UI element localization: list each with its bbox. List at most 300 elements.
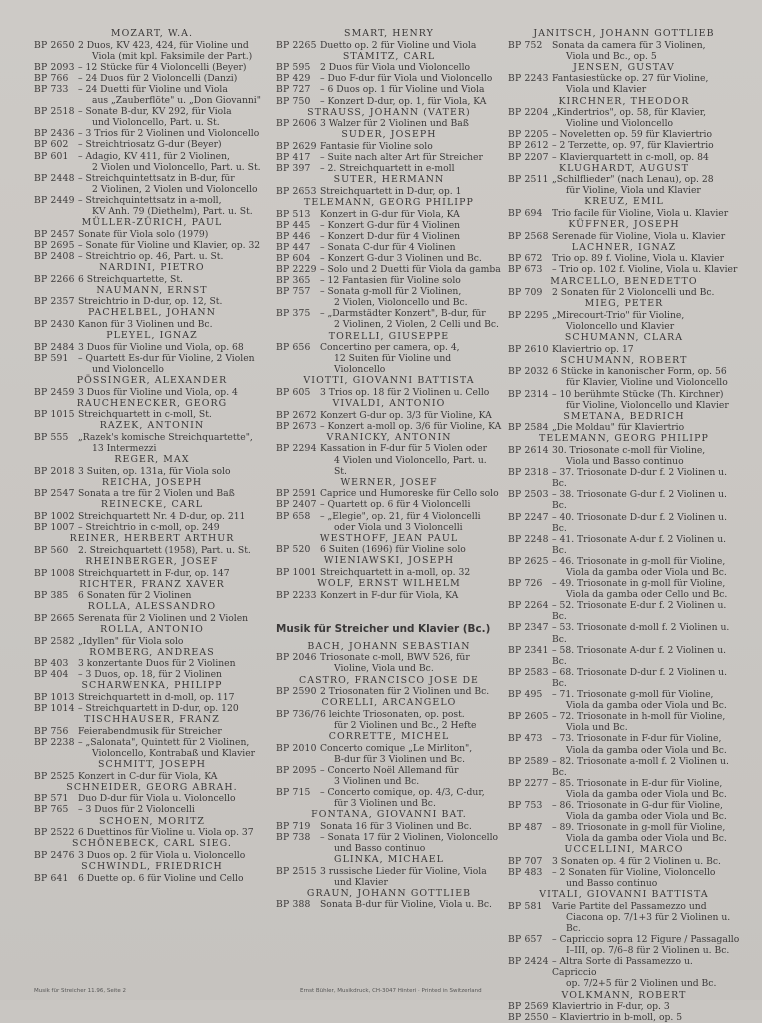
description-line: – 72. Triosonate in h-moll für Violine,	[552, 711, 726, 723]
composer-entry	[276, 675, 502, 698]
description-line: Streichquartett in F-dur, op. 147	[78, 567, 230, 579]
catalog-item	[508, 756, 740, 778]
work-description	[320, 118, 502, 129]
catalog-item	[508, 778, 740, 800]
composer-entry	[34, 647, 270, 681]
catalog-number: BP 2515	[276, 865, 317, 877]
description-line: – 52. Triosonate E-dur f. 2 Violinen u. Bc.	[552, 600, 727, 623]
catalog-number: BP 2424	[508, 956, 549, 968]
description-line: Viola da gamba oder Viola und Bc.	[566, 567, 727, 578]
description-line: Streichquartett in D-dur, op. 1	[320, 185, 462, 197]
catalog-number: BP 2207	[508, 151, 549, 163]
catalog-number: BP 756	[34, 725, 69, 737]
description-line: – Konzert G-dur 3 Violinen und Bc.	[320, 252, 482, 264]
composer-name: KLUGHARDT, AUGUST	[559, 162, 689, 174]
catalog-number: BP 2430	[34, 318, 75, 330]
composer-name: SCHOEN, MORITZ	[98, 815, 206, 827]
catalog-item	[508, 512, 740, 534]
description-line: und Violoncello	[92, 363, 164, 375]
composer-name: CORRETTE, MICHEL	[328, 731, 450, 743]
composer-entry	[276, 432, 502, 477]
composer-entry	[276, 578, 502, 601]
work-description	[552, 73, 740, 95]
description-line: – 71. Triosonate g-moll für Violine,	[552, 689, 714, 701]
catalog-item	[34, 353, 270, 375]
catalog-item	[508, 956, 740, 989]
work-description	[320, 264, 502, 275]
catalog-item	[508, 129, 740, 140]
composer-name: CASTRO, FRANCISCO JOSE DE	[299, 674, 479, 686]
catalog-item	[276, 544, 502, 555]
work-description	[78, 873, 270, 884]
catalog-item	[276, 899, 502, 910]
description-line: Kanon für 3 Violinen und Bc.	[78, 318, 213, 330]
catalog-item	[276, 264, 502, 275]
composer-entry	[34, 262, 270, 285]
description-line: Viola und Bc., op. 5	[566, 50, 657, 62]
description-line: – Konzert D-dur für 4 Violinen	[320, 230, 461, 242]
description-line: – 73. Triosonate in F-dur für Violine,	[552, 733, 722, 745]
catalog-item	[34, 195, 270, 217]
catalog-number: BP 2238	[34, 736, 75, 748]
work-description	[320, 686, 502, 697]
catalog-number: BP 2357	[34, 296, 75, 308]
description-line: 6 Duette op. 6 für Violine und Cello	[78, 872, 244, 884]
catalog-item	[34, 251, 270, 262]
catalog-item	[276, 209, 502, 220]
work-description	[320, 387, 502, 398]
catalog-item	[508, 934, 740, 956]
catalog-number: BP 2614	[508, 444, 549, 456]
work-description	[78, 84, 270, 106]
work-description	[320, 152, 502, 163]
work-description	[320, 499, 502, 510]
catalog-number: BP 2264	[508, 600, 549, 612]
work-description	[78, 387, 270, 398]
catalog-number: BP 765	[34, 804, 69, 816]
catalog-item	[508, 1001, 740, 1012]
description-line: 3 konzertante Duos für 2 Violinen	[78, 658, 236, 670]
composer-name: VIVALDI, ANTONIO	[332, 398, 446, 410]
catalog-item	[508, 578, 740, 600]
description-line: – Quartett Es-dur für Violine, 2 Violen	[78, 352, 255, 364]
description-line: 3 Violinen und Bc.	[334, 775, 420, 787]
catalog-item	[276, 73, 502, 84]
catalog-number: BP 560	[34, 544, 69, 556]
catalog-number: BP 2459	[34, 386, 75, 398]
description-line: Streichquartett Nr. 4 D-dur, op. 211	[78, 511, 246, 523]
section-title: Musik für Streicher und Klavier (Bc.)	[276, 622, 491, 635]
description-line: Varie Partite del Passamezzo und	[552, 900, 707, 912]
description-line: – Duo F-dur für Viola und Violoncello	[320, 73, 493, 85]
description-line: Viola (mit kpl. Faksimile der Part.)	[92, 50, 253, 62]
description-line: Viola und Bc.	[566, 722, 628, 734]
catalog-item	[34, 488, 270, 499]
work-description	[320, 231, 502, 242]
work-description	[78, 353, 270, 375]
work-description	[552, 174, 740, 196]
work-description	[552, 389, 740, 411]
catalog-number: BP 2673	[276, 420, 317, 432]
catalog-item	[508, 689, 740, 711]
work-description	[320, 410, 502, 421]
description-line: Viola da gamba oder Viola und Bc.	[566, 811, 727, 823]
catalog-item	[508, 534, 740, 556]
catalog-item	[276, 832, 502, 854]
catalog-number: BP 707	[508, 855, 543, 867]
composer-name: GLINKA, MICHAEL	[334, 854, 444, 866]
description-line: – Concerto Noël Allemand für	[320, 764, 459, 776]
composer-entry	[508, 242, 740, 276]
composer-name: ROMBERG, ANDREAS	[89, 646, 215, 658]
catalog-item	[508, 901, 740, 934]
work-description	[552, 756, 740, 778]
catalog-item	[34, 84, 270, 106]
footer-center: Ernst Bühler, Musikdruck, CH-3047 Hinteri · Printed in Switzerland	[300, 988, 482, 994]
catalog-item	[276, 220, 502, 231]
catalog-number: BP 446	[276, 230, 311, 242]
work-description	[552, 107, 740, 129]
description-line: 2 Duos, KV 423, 424, für Violine und	[78, 39, 249, 51]
composer-entry	[34, 217, 270, 262]
description-line: 3 Sonaten op. 4 für 2 Violinen u. Bc.	[552, 855, 721, 867]
work-description	[320, 544, 502, 555]
description-line: – 37. Triosonate D-dur f. 2 Violinen u. Bc.	[552, 467, 728, 490]
catalog-number: BP 2265	[276, 39, 317, 51]
catalog-item	[508, 600, 740, 622]
catalog-item	[34, 409, 270, 420]
composer-name: TELEMANN, GEORG PHILIPP	[539, 433, 709, 445]
catalog-item	[34, 669, 270, 680]
composer-entry	[276, 331, 502, 376]
description-line: 3 Walzer für 2 Violinen und Baß	[320, 118, 469, 130]
work-description	[552, 253, 740, 264]
catalog-item	[508, 287, 740, 298]
description-line: Violoncello und Klavier	[566, 320, 675, 332]
catalog-item	[34, 590, 270, 601]
composer-entry	[34, 28, 270, 217]
description-line: – 46. Triosonate in g-moll für Violine,	[552, 555, 726, 567]
description-line: – Sonata C-dur für 4 Violinen	[320, 241, 456, 253]
catalog-item	[508, 73, 740, 95]
description-line: – Solo und 2 Duetti für Viola da gamba	[320, 263, 501, 275]
catalog-number: BP 726	[508, 578, 543, 590]
work-description	[320, 220, 502, 231]
work-description	[552, 344, 740, 355]
description-line: oder Viola und 3 Violoncelli	[334, 521, 463, 533]
catalog-item	[34, 793, 270, 804]
composer-name: RAZEK, ANTONIN	[99, 420, 205, 432]
catalog-number: BP 473	[508, 733, 543, 745]
catalog-item	[34, 511, 270, 522]
description-line: Viola und Klavier	[566, 84, 647, 96]
description-line: – 2 Sonaten für Violine, Violoncello	[552, 867, 716, 879]
work-description	[78, 319, 270, 330]
composer-name: REICHA, JOSEPH	[101, 476, 203, 488]
work-description	[320, 421, 502, 432]
composer-entry	[508, 889, 740, 989]
composer-name: VOLKMANN, ROBERT	[561, 989, 687, 1001]
catalog-item	[276, 275, 502, 286]
work-description	[552, 208, 740, 219]
description-line: – Konzert G-dur für 4 Violinen	[320, 219, 461, 231]
description-line: – Streichtriosatz G-dur (Beyer)	[78, 139, 222, 151]
description-line: – 2 Terzette, op. 97, für Klaviertrio	[552, 140, 714, 152]
catalog-item	[34, 692, 270, 703]
description-line: – „Elegie", op. 21, für 4 Violoncelli	[320, 510, 481, 522]
catalog-number: BP 2590	[276, 686, 317, 698]
composer-entry	[276, 28, 502, 51]
work-description	[320, 242, 502, 253]
catalog-number: BP 2606	[276, 118, 317, 130]
catalog-number: BP 2243	[508, 73, 549, 85]
work-description	[552, 622, 740, 644]
work-description	[320, 443, 502, 476]
catalog-number: BP 752	[508, 39, 543, 51]
description-line: Viola da gamba oder Viola und Bc.	[566, 788, 727, 800]
composer-entry	[508, 28, 740, 62]
catalog-item	[34, 342, 270, 353]
description-line: Konzert in F-dur für Viola, KA	[320, 589, 459, 601]
catalog-number: BP 2233	[276, 589, 317, 601]
description-line: und Violoncello, Part. u. St.	[92, 117, 220, 129]
catalog-item	[276, 141, 502, 152]
work-description	[552, 129, 740, 140]
work-description	[320, 286, 502, 308]
description-line: 2 Violen und Violoncello, Part. u. St.	[92, 161, 261, 173]
composer-name: MIEG, PETER	[584, 298, 664, 310]
description-line: 4 Violen und Violoncello, Part. u. St.	[334, 454, 487, 477]
work-description	[552, 489, 740, 511]
composer-name: SCHUMANN, ROBERT	[560, 354, 688, 366]
description-line: – 82. Triosonate a-moll f. 2 Violinen u. Bc.	[552, 755, 729, 778]
catalog-item	[508, 310, 740, 332]
catalog-number: BP 2093	[34, 61, 75, 73]
composer-name: BACH, JOHANN SEBASTIAN	[307, 640, 471, 652]
work-description	[78, 240, 270, 251]
work-description	[78, 139, 270, 150]
composer-entry	[276, 51, 502, 107]
work-description	[552, 778, 740, 800]
work-description	[320, 342, 502, 375]
description-line: für Violine, Violoncello und Klavier	[566, 399, 729, 411]
catalog-number: BP 513	[276, 208, 311, 220]
work-description	[78, 151, 270, 173]
work-description	[552, 556, 740, 578]
description-line: – Concerto comique, op. 4/3, C-dur,	[320, 787, 485, 798]
work-description	[552, 600, 740, 622]
catalog-item	[34, 827, 270, 838]
description-line: – Adagio, KV 411, für 2 Violinen,	[78, 150, 230, 162]
composer-entry	[508, 411, 740, 434]
catalog-item	[508, 733, 740, 755]
composer-name: RICHTER, FRANZ XAVER	[79, 578, 225, 590]
catalog-number: BP 2653	[276, 185, 317, 197]
description-line: – 2. Streichquartett in e-moll	[320, 163, 455, 175]
description-line: 3 Duos op. 2 für Viola u. Violoncello	[78, 849, 246, 861]
catalog-item	[34, 229, 270, 240]
composer-name: TORELLI, GIUSEPPE	[328, 330, 450, 342]
composer-entry	[34, 714, 270, 759]
work-description	[78, 466, 270, 477]
composer-entry	[276, 129, 502, 174]
composer-name: WOLF, ERNST WILHELM	[317, 578, 461, 590]
description-line: Violine, Viola und Bc.	[334, 663, 434, 675]
catalog-item	[34, 296, 270, 307]
work-description	[78, 703, 270, 714]
catalog-item	[508, 1012, 740, 1023]
description-line: „Razek's komische Streichquartette",	[78, 431, 253, 443]
composer-name: VIOTTI, GIOVANNI BATTISTA	[303, 375, 475, 387]
column-2	[276, 28, 502, 911]
catalog-item	[34, 636, 270, 647]
catalog-number: BP 2266	[34, 273, 75, 285]
work-description	[78, 274, 270, 285]
catalog-item	[276, 488, 502, 499]
catalog-item	[508, 231, 740, 242]
work-description	[78, 296, 270, 307]
catalog-number: BP 2032	[508, 366, 549, 378]
catalog-number: BP 715	[276, 787, 311, 798]
work-description	[78, 658, 270, 669]
catalog-number: BP 605	[276, 387, 311, 398]
composer-entry	[276, 197, 502, 331]
composer-name: SCHÖNEBECK, CARL SIEG.	[72, 838, 232, 850]
catalog-item	[276, 231, 502, 242]
composer-entry	[34, 398, 270, 421]
composer-entry	[34, 680, 270, 714]
catalog-item	[276, 443, 502, 476]
composer-entry	[276, 107, 502, 130]
work-description	[78, 793, 270, 804]
description-line: – Konzert D-dur, op. 1, für Viola, KA	[320, 95, 487, 107]
description-line: 3 Suiten, op. 131a, für Viola solo	[78, 465, 231, 477]
catalog-number: BP 2584	[508, 422, 549, 434]
work-description	[320, 709, 502, 731]
composer-entry	[276, 555, 502, 578]
composer-name: WIENIAWSKI, JOSEPH	[323, 555, 455, 567]
catalog-number: BP 2205	[508, 129, 549, 141]
description-line: Violine und Violoncello	[566, 118, 674, 130]
composer-entry	[508, 990, 740, 1023]
catalog-item	[276, 421, 502, 432]
description-line: – Klavierquartett in c-moll, op. 84	[552, 151, 709, 163]
catalog-number: BP 2407	[276, 499, 317, 511]
composer-name: JENSEN, GUSTAV	[573, 61, 675, 73]
composer-name: MARCELLO, BENEDETTO	[550, 275, 698, 287]
catalog-number: BP 658	[276, 510, 311, 522]
composer-entry	[276, 641, 502, 675]
catalog-item	[34, 387, 270, 398]
catalog-number: BP 2247	[508, 511, 549, 523]
description-line: 2 Sonaten für 2 Violoncelli und Bc.	[552, 287, 715, 299]
description-line: Serenata für 2 Violinen und 2 Violen	[78, 612, 249, 624]
description-line: Viola da gamba oder Cello und Bc.	[566, 589, 728, 601]
catalog-number: BP 2589	[508, 755, 549, 767]
catalog-item	[34, 73, 270, 84]
description-line: „Die Moldau" für Klaviertrio	[552, 422, 685, 434]
catalog-number: BP 487	[508, 822, 543, 834]
description-line: Viola und Basso continuo	[566, 456, 684, 468]
composer-entry	[508, 332, 740, 355]
work-description	[78, 669, 270, 680]
work-description	[552, 534, 740, 556]
catalog-item	[508, 556, 740, 578]
catalog-number: BP 673	[508, 264, 543, 276]
description-line: – 3 Duos für 2 Violoncelli	[78, 804, 195, 816]
description-line: 6 Sonaten für 2 Violinen	[78, 590, 192, 602]
description-line: Feierabendmusik für Streicher	[78, 725, 222, 737]
catalog-item	[508, 107, 740, 129]
work-description	[320, 141, 502, 152]
work-description	[552, 822, 740, 844]
work-description	[78, 251, 270, 262]
catalog-number: BP 2569	[508, 1001, 549, 1013]
catalog-number: BP 495	[508, 689, 543, 701]
work-description	[320, 652, 502, 674]
catalog-item	[276, 567, 502, 578]
catalog-item	[508, 174, 740, 196]
catalog-item	[508, 489, 740, 511]
description-line: 2 Triosonaten für 2 Violinen und Bc.	[320, 686, 490, 698]
description-line: Fantasiestücke op. 27 für Violine,	[552, 73, 709, 85]
description-line: 30. Triosonate c-moll für Violine,	[552, 444, 706, 456]
catalog-number: BP 2525	[34, 770, 75, 782]
description-line: Viola da gamba oder Viola und Bc.	[566, 744, 727, 756]
catalog-number: BP 2665	[34, 612, 75, 624]
composer-name: WERNER, JOSEF	[340, 476, 438, 488]
composer-name: REGER, MAX	[114, 454, 190, 466]
work-description	[78, 636, 270, 647]
composer-name: SMART, HENRY	[344, 28, 434, 39]
catalog-item	[276, 765, 502, 787]
description-line: Violoncello, Kontrabaß und Klavier	[92, 748, 256, 759]
catalog-item	[508, 208, 740, 219]
composer-name: SCHWINDL, FRIEDRICH	[81, 860, 223, 872]
work-description	[552, 645, 740, 667]
composer-entry	[276, 533, 502, 556]
catalog-item	[276, 186, 502, 197]
work-description	[552, 800, 740, 822]
work-description	[552, 140, 740, 151]
description-line: für Violine, Viola und Klavier	[566, 185, 701, 197]
catalog-number: BP 2503	[508, 489, 549, 501]
work-description	[78, 771, 270, 782]
catalog-number: BP 2204	[508, 107, 549, 119]
catalog-number: BP 601	[34, 150, 69, 162]
catalog-number: BP 2318	[508, 467, 549, 479]
composer-name: GRAUN, JOHANN GOTTLIEB	[306, 887, 472, 899]
description-line: Streichquartett in c-moll, St.	[78, 409, 212, 421]
column-1	[34, 28, 270, 884]
work-description	[320, 62, 502, 73]
catalog-number: BP 2457	[34, 228, 75, 240]
description-line: Caprice und Humoreske für Cello solo	[320, 488, 499, 500]
description-line: und Basso continuo	[334, 842, 426, 854]
composer-entry	[276, 854, 502, 888]
catalog-item	[508, 140, 740, 151]
catalog-item	[508, 711, 740, 733]
catalog-item	[508, 667, 740, 689]
description-line: Serenade für Violine, Viola u. Klavier	[552, 230, 726, 242]
catalog-item	[508, 389, 740, 411]
catalog-item	[276, 590, 502, 601]
catalog-number: BP 2095	[276, 764, 317, 776]
description-line: und Basso continuo	[566, 878, 658, 890]
work-description	[552, 856, 740, 867]
description-line: und Klavier	[334, 876, 388, 888]
catalog-number: BP 709	[508, 287, 543, 299]
